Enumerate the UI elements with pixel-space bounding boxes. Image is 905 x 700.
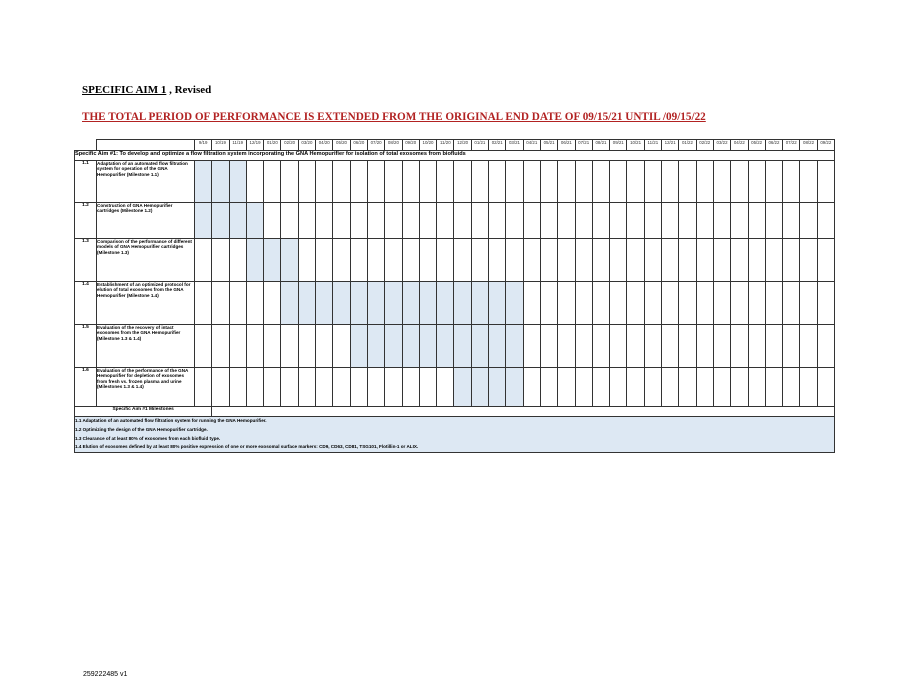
task-bar-cell (437, 325, 454, 368)
month-header: 08/21 (592, 140, 609, 151)
timeline-cell (367, 203, 384, 239)
timeline-cell (246, 368, 263, 407)
timeline-cell (644, 203, 661, 239)
timeline-cell (696, 282, 713, 325)
timeline-cell (610, 325, 627, 368)
timeline-cell (765, 203, 782, 239)
timeline-cell (558, 282, 575, 325)
timeline-cell (627, 325, 644, 368)
task-row (75, 368, 835, 407)
task-bar-cell (281, 239, 298, 282)
task-description: Adaptation of an automated flow filtration system for operation of the GNA Hemopurifier (Milestone 1.1) (97, 161, 195, 203)
timeline-cell (333, 368, 350, 407)
month-header: 01/21 (471, 140, 488, 151)
timeline-cell (540, 368, 557, 407)
task-bar-cell (489, 368, 506, 407)
timeline-cell (731, 325, 748, 368)
timeline-cell (592, 239, 609, 282)
timeline-cell (316, 203, 333, 239)
timeline-cell (385, 239, 402, 282)
timeline-cell (748, 368, 765, 407)
month-header: 04/22 (731, 140, 748, 151)
timeline-cell (765, 368, 782, 407)
timeline-cell (662, 203, 679, 239)
timeline-cell (731, 203, 748, 239)
timeline-cell (765, 325, 782, 368)
task-bar-cell (212, 161, 229, 203)
timeline-cell (558, 161, 575, 203)
task-description: Evaluation of the performance of the GNA Hemopurifier for depletion of exosomes from fresh vs. frozen plasma and urine (Milestones 1.3 & 1.4) (97, 368, 195, 407)
month-header: 9/19 (195, 140, 212, 151)
task-number: 1.6 (75, 368, 97, 407)
timeline-cell (783, 368, 800, 407)
task-row (75, 161, 835, 203)
timeline-cell (575, 325, 592, 368)
timeline-cell (558, 368, 575, 407)
timeline-cell (246, 282, 263, 325)
timeline-cell (523, 282, 540, 325)
timeline-cell (592, 282, 609, 325)
month-header: 03/21 (506, 140, 523, 151)
timeline-cell (523, 368, 540, 407)
timeline-cell (264, 368, 281, 407)
timeline-cell (696, 161, 713, 203)
timeline-cell (662, 282, 679, 325)
timeline-cell (558, 203, 575, 239)
timeline-cell (592, 203, 609, 239)
timeline-cell (817, 203, 834, 239)
timeline-cell (800, 282, 817, 325)
task-bar-cell (195, 203, 212, 239)
timeline-cell (212, 325, 229, 368)
task-bar-cell (367, 282, 384, 325)
timeline-cell (748, 239, 765, 282)
milestones-list (75, 417, 835, 453)
timeline-cell (713, 203, 730, 239)
timeline-cell (644, 161, 661, 203)
month-header: 10/21 (627, 140, 644, 151)
timeline-cell (610, 239, 627, 282)
task-bar-cell (437, 282, 454, 325)
timeline-cell (662, 368, 679, 407)
task-bar-cell (471, 325, 488, 368)
timeline-cell (402, 368, 419, 407)
timeline-cell (264, 203, 281, 239)
timeline-cell (731, 161, 748, 203)
task-bar-cell (385, 282, 402, 325)
timeline-cell (367, 161, 384, 203)
month-header: 06/21 (558, 140, 575, 151)
timeline-cell (679, 161, 696, 203)
task-number: 1.4 (75, 282, 97, 325)
timeline-cell (281, 161, 298, 203)
milestones-title-row (75, 407, 835, 417)
month-header: 11/21 (644, 140, 661, 151)
timeline-cell (298, 325, 315, 368)
task-bar-cell (454, 325, 471, 368)
month-header: 09/22 (817, 140, 834, 151)
timeline-cell (662, 325, 679, 368)
timeline-cell (454, 203, 471, 239)
task-bar-cell (316, 282, 333, 325)
timeline-cell (229, 325, 246, 368)
task-bar-cell (471, 368, 488, 407)
timeline-cell (679, 368, 696, 407)
month-header: 04/21 (523, 140, 540, 151)
timeline-cell (333, 203, 350, 239)
timeline-cell (316, 161, 333, 203)
document-heading (82, 84, 211, 96)
milestones-title: Specific Aim #1 Milestones (75, 407, 212, 417)
timeline-cell (696, 203, 713, 239)
timeline-cell (748, 161, 765, 203)
timeline-cell (195, 368, 212, 407)
task-row (75, 282, 835, 325)
timeline-cell (298, 161, 315, 203)
timeline-cell (506, 239, 523, 282)
month-header: 07/21 (575, 140, 592, 151)
timeline-cell (437, 161, 454, 203)
timeline-cell (644, 325, 661, 368)
month-header: 12/20 (454, 140, 471, 151)
timeline-cell (298, 203, 315, 239)
timeline-cell (592, 161, 609, 203)
timeline-cell (558, 325, 575, 368)
month-header: 12/19 (246, 140, 263, 151)
timeline-cell (281, 203, 298, 239)
task-bar-cell (454, 368, 471, 407)
month-header: 06/22 (765, 140, 782, 151)
timeline-cell (350, 161, 367, 203)
timeline-cell (575, 239, 592, 282)
aim-title-row (75, 151, 835, 161)
month-header: 03/20 (298, 140, 315, 151)
task-bar-cell (195, 161, 212, 203)
timeline-cell (540, 161, 557, 203)
timeline-cell (229, 368, 246, 407)
timeline-cell (506, 161, 523, 203)
task-bar-cell (419, 282, 436, 325)
timeline-cell (575, 368, 592, 407)
timeline-cell (610, 368, 627, 407)
month-header: 03/22 (713, 140, 730, 151)
timeline-cell (696, 368, 713, 407)
timeline-cell (592, 368, 609, 407)
timeline-cell (333, 325, 350, 368)
month-header: 05/21 (540, 140, 557, 151)
task-bar-cell (246, 239, 263, 282)
month-header: 01/20 (264, 140, 281, 151)
timeline-cell (817, 325, 834, 368)
timeline-cell (765, 239, 782, 282)
month-header: 10/20 (419, 140, 436, 151)
timeline-cell (713, 368, 730, 407)
month-header: 02/22 (696, 140, 713, 151)
timeline-cell (540, 203, 557, 239)
month-header: 04/20 (316, 140, 333, 151)
timeline-cell (212, 368, 229, 407)
gantt-table (74, 139, 835, 453)
month-header: 02/21 (489, 140, 506, 151)
task-bar-cell (333, 282, 350, 325)
timeline-cell (662, 161, 679, 203)
month-header: 07/20 (367, 140, 384, 151)
timeline-cell (575, 203, 592, 239)
task-bar-cell (506, 368, 523, 407)
timeline-cell (523, 161, 540, 203)
timeline-cell (731, 282, 748, 325)
milestones-title-filler (212, 407, 835, 417)
timeline-cell (783, 161, 800, 203)
timeline-cell (575, 161, 592, 203)
timeline-cell (195, 325, 212, 368)
heading-main: SPECIFIC AIM 1 (82, 84, 167, 96)
timeline-cell (679, 203, 696, 239)
timeline-cell (454, 161, 471, 203)
timeline-cell (229, 239, 246, 282)
timeline-cell (419, 239, 436, 282)
month-header: 09/21 (610, 140, 627, 151)
timeline-cell (817, 368, 834, 407)
timeline-cell (748, 203, 765, 239)
period-extension-notice: THE TOTAL PERIOD OF PERFORMANCE IS EXTENDED FROM THE ORIGINAL END DATE OF 09/15/21 UNTIL /09/15/22 (82, 111, 706, 123)
timeline-cell (454, 239, 471, 282)
timeline-cell (489, 203, 506, 239)
timeline-cell (731, 368, 748, 407)
timeline-cell (713, 282, 730, 325)
timeline-cell (644, 368, 661, 407)
timeline-cell (195, 282, 212, 325)
task-description: Establishment of an optimized protocol for elution of total exosomes from the GNA Hemopurifier (Milestone 1.4) (97, 282, 195, 325)
milestone-item: 1.3 Clearance of at least 80% of exosomes from each biofluid type. (75, 435, 221, 441)
task-bar-cell (298, 282, 315, 325)
timeline-cell (523, 239, 540, 282)
timeline-cell (437, 239, 454, 282)
timeline-cell (627, 282, 644, 325)
task-row (75, 325, 835, 368)
task-bar-cell (264, 239, 281, 282)
task-bar-cell (506, 325, 523, 368)
timeline-cell (264, 161, 281, 203)
timeline-cell (696, 239, 713, 282)
milestone-item: 1.2 Optimizing the design of the GNA Hemopurifier cartridge. (75, 426, 208, 432)
timeline-cell (817, 239, 834, 282)
timeline-cell (713, 239, 730, 282)
timeline-cell (627, 161, 644, 203)
timeline-cell (748, 325, 765, 368)
timeline-cell (264, 282, 281, 325)
timeline-cell (610, 161, 627, 203)
timeline-cell (540, 282, 557, 325)
timeline-cell (558, 239, 575, 282)
timeline-cell (264, 325, 281, 368)
timeline-cell (385, 203, 402, 239)
month-header: 01/22 (679, 140, 696, 151)
timeline-cell (540, 325, 557, 368)
task-bar-cell (402, 325, 419, 368)
timeline-cell (489, 161, 506, 203)
timeline-cell (333, 239, 350, 282)
task-row (75, 203, 835, 239)
milestone-item: 1.1 Adaptation of an automated flow filtration system for running the GNA Hemopurifier. (75, 418, 267, 423)
task-bar-cell (212, 203, 229, 239)
timeline-cell (575, 282, 592, 325)
month-header: 05/20 (333, 140, 350, 151)
timeline-cell (800, 368, 817, 407)
timeline-cell (281, 325, 298, 368)
timeline-cell (800, 161, 817, 203)
timeline-cell (419, 203, 436, 239)
milestones-body-row (75, 417, 835, 453)
timeline-cell (662, 239, 679, 282)
timeline-cell (713, 325, 730, 368)
timeline-cell (316, 325, 333, 368)
timeline-cell (540, 239, 557, 282)
timeline-cell (713, 161, 730, 203)
timeline-cell (731, 239, 748, 282)
timeline-cell (765, 282, 782, 325)
timeline-cell (610, 203, 627, 239)
task-bar-cell (489, 325, 506, 368)
heading-suffix: , Revised (166, 84, 212, 96)
task-bar-cell (229, 161, 246, 203)
timeline-cell (402, 203, 419, 239)
timeline-cell (627, 239, 644, 282)
month-header: 12/21 (662, 140, 679, 151)
task-bar-cell (367, 325, 384, 368)
timeline-cell (644, 239, 661, 282)
timeline-cell (471, 161, 488, 203)
timeline-cell (765, 161, 782, 203)
task-number: 1.1 (75, 161, 97, 203)
timeline-cell (212, 282, 229, 325)
month-header-row (75, 140, 835, 151)
header-blank-cell (97, 140, 195, 151)
timeline-cell (437, 368, 454, 407)
timeline-cell (402, 239, 419, 282)
task-bar-cell (454, 282, 471, 325)
task-bar-cell (350, 282, 367, 325)
timeline-cell (316, 239, 333, 282)
timeline-cell (679, 325, 696, 368)
timeline-cell (592, 325, 609, 368)
month-header: 10/19 (212, 140, 229, 151)
timeline-cell (333, 161, 350, 203)
timeline-cell (800, 325, 817, 368)
timeline-cell (748, 282, 765, 325)
task-bar-cell (419, 325, 436, 368)
task-bar-cell (229, 203, 246, 239)
timeline-cell (385, 368, 402, 407)
month-header: 11/20 (437, 140, 454, 151)
timeline-cell (298, 368, 315, 407)
timeline-cell (783, 203, 800, 239)
timeline-cell (523, 203, 540, 239)
month-header: 11/19 (229, 140, 246, 151)
timeline-cell (800, 203, 817, 239)
task-bar-cell (281, 282, 298, 325)
timeline-cell (229, 282, 246, 325)
task-description: Construction of GNA Hemopurifier cartridges (Milestone 1.2) (97, 203, 195, 239)
timeline-cell (644, 282, 661, 325)
aim-title: Specific Aim #1: To develop and optimize a flow filtration system incorporating the GNA Hemopurifier for isolation of total exosomes from biofluids (75, 151, 835, 161)
timeline-cell (696, 325, 713, 368)
timeline-cell (419, 161, 436, 203)
timeline-cell (246, 325, 263, 368)
month-header: 07/22 (783, 140, 800, 151)
timeline-cell (489, 239, 506, 282)
month-header: 06/20 (350, 140, 367, 151)
month-header: 08/22 (800, 140, 817, 151)
timeline-cell (316, 368, 333, 407)
timeline-cell (402, 161, 419, 203)
task-number: 1.2 (75, 203, 97, 239)
timeline-cell (610, 282, 627, 325)
timeline-cell (437, 203, 454, 239)
timeline-cell (783, 239, 800, 282)
timeline-cell (783, 325, 800, 368)
timeline-cell (783, 282, 800, 325)
timeline-cell (246, 161, 263, 203)
timeline-cell (471, 239, 488, 282)
timeline-cell (506, 203, 523, 239)
month-header: 05/22 (748, 140, 765, 151)
task-bar-cell (246, 203, 263, 239)
timeline-cell (350, 203, 367, 239)
timeline-cell (195, 239, 212, 282)
month-header: 02/20 (281, 140, 298, 151)
document-footer-id: 259222485 v1 (83, 671, 128, 678)
timeline-cell (350, 239, 367, 282)
month-header: 08/20 (385, 140, 402, 151)
timeline-cell (350, 368, 367, 407)
task-bar-cell (489, 282, 506, 325)
header-blank-cell (75, 140, 97, 151)
task-bar-cell (471, 282, 488, 325)
timeline-cell (817, 282, 834, 325)
month-header: 09/20 (402, 140, 419, 151)
timeline-cell (281, 368, 298, 407)
timeline-cell (800, 239, 817, 282)
timeline-cell (419, 368, 436, 407)
task-description: Comparison of the performance of different models of GNA Hemopurifier cartridges (Milestone 1.3) (97, 239, 195, 282)
timeline-cell (298, 239, 315, 282)
timeline-cell (523, 325, 540, 368)
timeline-cell (627, 203, 644, 239)
task-bar-cell (350, 325, 367, 368)
timeline-cell (679, 282, 696, 325)
task-description: Evaluation of the recovery of intact exosomes from the GNA Hemopurifier (Milestone 1.3 & 1.4) (97, 325, 195, 368)
timeline-cell (212, 239, 229, 282)
task-row (75, 239, 835, 282)
milestone-item: 1.4 Elution of exosomes defined by at least 80% positive expression of one or more exosomal surface markers: CD9, CD63, CD81, TSG101, Flotillin-1 or ALIX. (75, 444, 419, 450)
timeline-cell (817, 161, 834, 203)
task-number: 1.3 (75, 239, 97, 282)
timeline-cell (367, 239, 384, 282)
timeline-cell (471, 203, 488, 239)
task-number: 1.5 (75, 325, 97, 368)
timeline-cell (367, 368, 384, 407)
task-bar-cell (506, 282, 523, 325)
task-bar-cell (402, 282, 419, 325)
timeline-cell (627, 368, 644, 407)
timeline-cell (385, 161, 402, 203)
task-bar-cell (385, 325, 402, 368)
timeline-cell (679, 239, 696, 282)
